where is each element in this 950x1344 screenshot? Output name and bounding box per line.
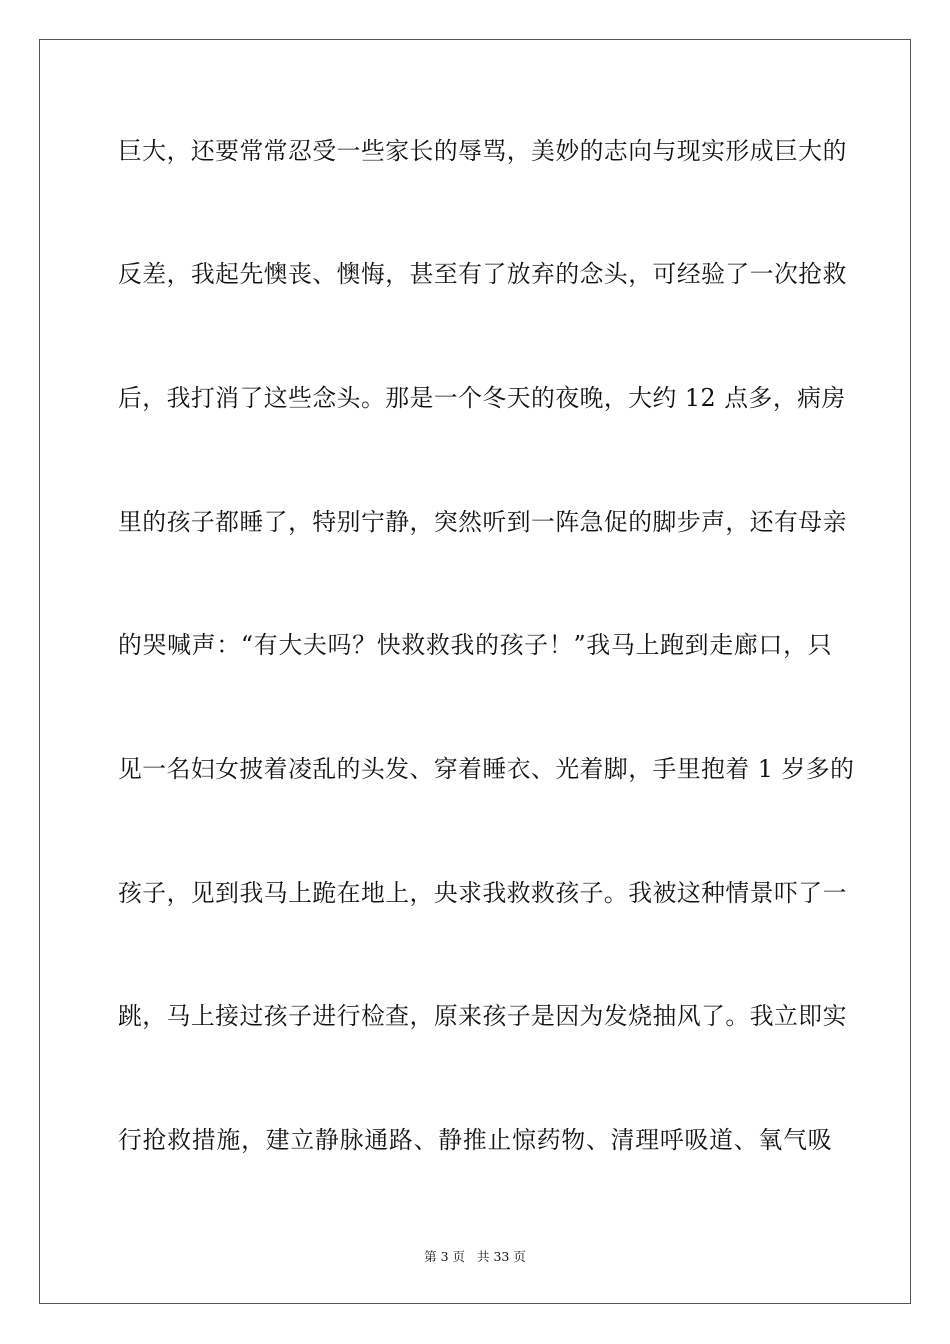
- page-footer: [0, 1247, 950, 1267]
- text-line: 巨大，还要常常忍受一些家长的辱骂，美妙的志向与现实形成巨大的: [118, 137, 847, 165]
- text-line: 见一名妇女披着凌乱的头发、穿着睡衣、光着脚，手里抱着 1 岁多的: [118, 755, 855, 783]
- text-line: 反差，我起先懊丧、懊悔，甚至有了放弃的念头，可经验了一次抢救: [118, 260, 847, 288]
- page-total: 共 33 页: [476, 1249, 526, 1264]
- text-line: 孩子，见到我马上跪在地上，央求我救救孩子。我被这种情景吓了一: [118, 879, 847, 907]
- text-line: 后，我打消了这些念头。那是一个冬天的夜晚，大约 12 点多，病房: [118, 384, 846, 412]
- page-number: 第 3 页: [424, 1249, 466, 1264]
- text-line: 里的孩子都睡了，特别宁静，突然听到一阵急促的脚步声，还有母亲: [118, 508, 847, 536]
- text-line: 的哭喊声：“有大夫吗？快救救我的孩子！”我马上跑到走廊口，只: [118, 631, 832, 659]
- page-border: [39, 39, 911, 1304]
- text-line: 行抢救措施，建立静脉通路、静推止惊药物、清理呼吸道、氧气吸: [118, 1126, 832, 1154]
- text-line: 跳，马上接过孩子进行检查，原来孩子是因为发烧抽风了。我立即实: [118, 1002, 847, 1030]
